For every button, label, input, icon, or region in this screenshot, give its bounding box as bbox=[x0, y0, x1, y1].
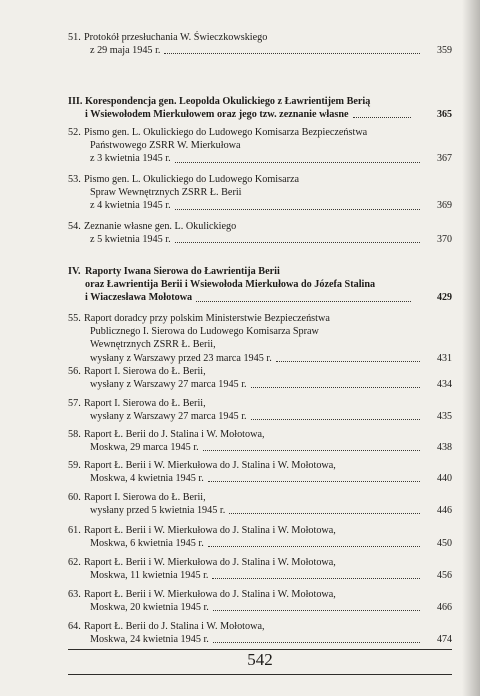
entry-number: 62. bbox=[68, 557, 81, 568]
entry-title-line: Raport I. Sierowa do Ł. Berii, bbox=[84, 492, 206, 503]
entry-last-line bbox=[84, 233, 424, 246]
entry-page-ref: 370 bbox=[437, 234, 452, 246]
entry-page-ref: 446 bbox=[437, 505, 452, 517]
entry-date-text: i Wsiewołodem Mierkułowem oraz jego tzw. zeznanie własne bbox=[85, 109, 349, 121]
entry-title bbox=[84, 365, 424, 391]
dot-leader bbox=[164, 53, 420, 54]
entry-number: 53. bbox=[68, 174, 81, 185]
entry-title-line: Raport doradcy przy polskim Ministerstwie Bezpieczeństwa bbox=[84, 313, 330, 324]
entry-last-line bbox=[85, 108, 415, 121]
entry-number: 52. bbox=[68, 127, 81, 138]
entry-title bbox=[84, 524, 424, 550]
entry-last-line bbox=[84, 352, 424, 365]
entry-date-text: i Wiaczesława Mołotowa bbox=[85, 292, 193, 304]
entry-last-line bbox=[84, 44, 424, 57]
entry-last-line bbox=[84, 378, 424, 391]
entry-title-line: Raport Ł. Berii do J. Stalina i W. Mołotowa, bbox=[84, 429, 265, 440]
entry-page-ref: 435 bbox=[437, 411, 452, 423]
entry-title bbox=[85, 95, 415, 121]
entry-number: 51. bbox=[68, 32, 81, 43]
entry-title-line: Pismo gen. L. Okulickiego do Ludowego Komisarza Bezpieczeństwa bbox=[84, 127, 368, 138]
entry-title bbox=[85, 265, 415, 305]
page-number: 542 bbox=[247, 650, 273, 669]
entry-title bbox=[84, 588, 424, 614]
dot-leader bbox=[251, 387, 420, 388]
entry-title-line: Raporty Iwana Sierowa do Ławrientija Berii bbox=[85, 266, 280, 277]
dot-leader bbox=[175, 162, 420, 163]
entry-date-text: Moskwa, 6 kwietnia 1945 r. bbox=[90, 538, 204, 550]
entry-page-ref: 440 bbox=[437, 473, 452, 485]
page-edge-shadow bbox=[462, 0, 480, 696]
entry-page-ref: 429 bbox=[437, 292, 452, 304]
entry-date-text: wysłany przed 5 kwietnia 1945 r. bbox=[90, 505, 226, 517]
entry-title bbox=[84, 312, 424, 365]
entry-last-line bbox=[84, 633, 424, 646]
dot-leader bbox=[213, 610, 420, 611]
entry-page-ref: 434 bbox=[437, 379, 452, 391]
entry-number: III. bbox=[68, 96, 83, 107]
entry-date-text: Moskwa, 24 kwietnia 1945 r. bbox=[90, 634, 209, 646]
entry-number: IV. bbox=[68, 266, 81, 277]
entry-number: 60. bbox=[68, 492, 81, 503]
entry-date-text: Moskwa, 4 kwietnia 1945 r. bbox=[90, 473, 204, 485]
entry-title bbox=[84, 491, 424, 517]
entry-last-line bbox=[84, 601, 424, 614]
entry-title-line: Raport Ł. Berii i W. Mierkułowa do J. Stalina i W. Mołotowa, bbox=[84, 589, 336, 600]
entry-last-line bbox=[84, 410, 424, 423]
entry-title bbox=[84, 428, 424, 454]
dot-leader bbox=[229, 513, 420, 514]
entry-page-ref: 450 bbox=[437, 538, 452, 550]
dot-leader bbox=[353, 117, 411, 118]
dot-leader bbox=[213, 642, 420, 643]
entry-title bbox=[84, 31, 424, 57]
entry-title-line: Pismo gen. L. Okulickiego do Ludowego Komisarza bbox=[84, 174, 300, 185]
dot-leader bbox=[175, 242, 420, 243]
entry-number: 54. bbox=[68, 221, 81, 232]
entry-title-line: Raport Ł. Berii i W. Mierkułowa do J. Stalina i W. Mołotowa, bbox=[84, 525, 336, 536]
entry-title bbox=[84, 459, 424, 485]
dot-leader bbox=[175, 209, 420, 210]
entry-date-text: wysłany z Warszawy przed 23 marca 1945 r. bbox=[90, 352, 272, 364]
dot-leader bbox=[251, 419, 420, 420]
entry-date-text: z 29 maja 1945 r. bbox=[90, 45, 161, 57]
entry-title bbox=[84, 126, 424, 166]
entry-title-line: Wewnętrznych ZSRR Ł. Berii, bbox=[90, 339, 216, 351]
entry-title-line: Raport I. Sierowa do Ł. Berii, bbox=[84, 366, 206, 377]
entry-page-ref: 359 bbox=[437, 45, 452, 57]
dot-leader bbox=[212, 578, 420, 579]
entry-last-line bbox=[84, 504, 424, 517]
entry-page-ref: 365 bbox=[437, 109, 452, 121]
entry-title bbox=[84, 620, 424, 646]
entry-last-line bbox=[84, 569, 424, 582]
entry-title-line: Zeznanie własne gen. L. Okulickiego bbox=[84, 221, 237, 232]
entry-last-line bbox=[84, 441, 424, 454]
entry-last-line bbox=[85, 291, 415, 304]
dot-leader bbox=[208, 481, 420, 482]
dot-leader bbox=[276, 361, 420, 362]
entry-title bbox=[84, 220, 424, 246]
entry-page-ref: 456 bbox=[437, 570, 452, 582]
entry-number: 56. bbox=[68, 366, 81, 377]
entry-title bbox=[84, 173, 424, 213]
entry-date-text: Moskwa, 29 marca 1945 r. bbox=[90, 442, 199, 454]
entry-date-text: Moskwa, 11 kwietnia 1945 r. bbox=[90, 570, 209, 582]
entry-last-line bbox=[84, 537, 424, 550]
entry-title-line: Spraw Wewnętrznych ZSRR Ł. Berii bbox=[90, 187, 242, 199]
entry-title-line: Publicznego I. Sierowa do Ludowego Komisarza Spraw bbox=[90, 326, 319, 338]
entry-title-line: Protokół przesłuchania W. Świeczkowskiego bbox=[84, 32, 268, 43]
toc-page bbox=[68, 0, 452, 696]
entry-title bbox=[84, 556, 424, 582]
entry-title bbox=[84, 397, 424, 423]
entry-date-text: wysłany z Warszawy 27 marca 1945 r. bbox=[90, 411, 247, 423]
dot-leader bbox=[208, 546, 420, 547]
entry-title-line: Raport I. Sierowa do Ł. Berii, bbox=[84, 398, 206, 409]
footer-rule-bottom bbox=[68, 674, 452, 675]
entry-page-ref: 367 bbox=[437, 153, 452, 165]
dot-leader bbox=[196, 301, 411, 302]
entry-date-text: z 3 kwietnia 1945 r. bbox=[90, 153, 171, 165]
dot-leader bbox=[203, 450, 420, 451]
entry-title-line: Raport Ł. Berii i W. Mierkułowa do J. Stalina i W. Mołotowa, bbox=[84, 557, 336, 568]
entry-page-ref: 369 bbox=[437, 200, 452, 212]
entry-page-ref: 474 bbox=[437, 634, 452, 646]
entry-number: 64. bbox=[68, 621, 81, 632]
entry-last-line bbox=[84, 152, 424, 165]
entry-page-ref: 438 bbox=[437, 442, 452, 454]
entry-date-text: z 4 kwietnia 1945 r. bbox=[90, 200, 171, 212]
entry-title-line: Raport Ł. Berii i W. Mierkułowa do J. Stalina i W. Mołotowa, bbox=[84, 460, 336, 471]
entry-number: 61. bbox=[68, 525, 81, 536]
entry-date-text: wysłany z Warszawy 27 marca 1945 r. bbox=[90, 379, 247, 391]
entry-number: 58. bbox=[68, 429, 81, 440]
entry-number: 63. bbox=[68, 589, 81, 600]
entry-title-line: oraz Ławrientija Berii i Wsiewołoda Mierkułowa do Józefa Stalina bbox=[85, 279, 376, 291]
entry-title-line: Korespondencja gen. Leopolda Okulickiego z Ławrientijem Berią bbox=[85, 96, 371, 107]
entry-title-line: Państwowego ZSRR W. Mierkułowa bbox=[90, 140, 241, 152]
entry-last-line bbox=[84, 199, 424, 212]
entry-page-ref: 466 bbox=[437, 602, 452, 614]
entry-number: 55. bbox=[68, 313, 81, 324]
entry-date-text: Moskwa, 20 kwietnia 1945 r. bbox=[90, 602, 209, 614]
entry-number: 59. bbox=[68, 460, 81, 471]
entry-page-ref: 431 bbox=[437, 352, 452, 364]
entry-last-line bbox=[84, 472, 424, 485]
entry-date-text: z 5 kwietnia 1945 r. bbox=[90, 234, 171, 246]
entry-number: 57. bbox=[68, 398, 81, 409]
entry-title-line: Raport Ł. Berii do J. Stalina i W. Mołotowa, bbox=[84, 621, 265, 632]
